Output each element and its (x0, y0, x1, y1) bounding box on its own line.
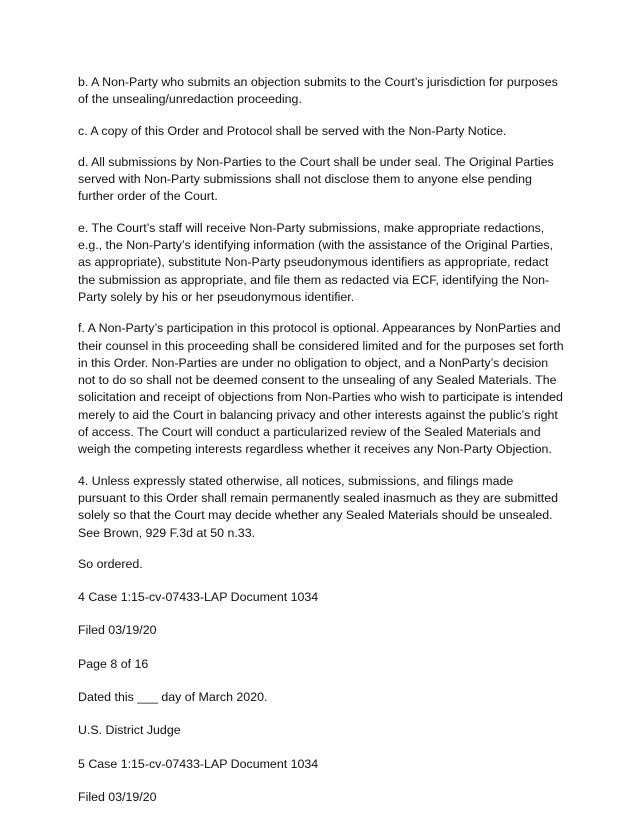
paragraph-4-permanently-sealed: 4. Unless expressly stated otherwise, all notices, submissions, and filings made pursuant to this Order shall remain permanently sealed inasmuch as they are submitted solely so that the Court may decide whether any Sealed Materials should be unsealed. See Brown, 929 F.3d at 50 n.33. (78, 473, 559, 540)
paragraph-f-participation-optional: f. A Non-Party’s participation in this protocol is optional. Appearances by NonParties and their counsel in this proceeding shall be considered limited and for the purposes set forth in this Order. Non-Parties are under no obligation to object, and a NonParty’s decision not to do so shall not be deemed consent to the unsealing of any Sealed Materials. The solicitation and receipt of objections from Non-Parties who wish to participate is intended merely to aid the Court in balancing privacy and other interests against the public’s right of access. The Court will conduct a particularized review of the Sealed Materials and weigh the competing interests regardless whether it receives any Non-Party Objection. (78, 321, 564, 457)
paragraph-b-objection-jurisdiction: b. A Non-Party who submits an objection submits to the Court’s jurisdiction for purposes of the unsealing/unredaction proceeding. (78, 75, 558, 107)
filed-date-line: Filed 03/19/20 (78, 623, 157, 638)
case-header-line: 4 Case 1:15-cv-07433-LAP Document 1034 (78, 590, 319, 605)
paragraph-c-order-served: c. A copy of this Order and Protocol shall be served with the Non-Party Notice. (78, 123, 507, 138)
case-header-line-2: 5 Case 1:15-cv-07433-LAP Document 1034 (78, 756, 319, 771)
judge-title-line: U.S. District Judge (78, 723, 181, 738)
paragraph-d-submissions-under-seal: d. All submissions by Non-Parties to the Court shall be under seal. The Original Parties served with Non-Party submissions shall not disclose them to anyone else pending further order of the Court. (78, 154, 554, 204)
dated-line: Dated this ___ day of March 2020. (78, 690, 268, 705)
filed-date-line-2: Filed 03/19/20 (78, 789, 157, 804)
paragraph-e-court-staff-redactions: e. The Court’s staff will receive Non-Party submissions, make appropriate redactions, e.g., the Non-Party’s identifying information (with the assistance of the Original Parties, as appropriate), substitute Non-Party pseudonymous identifiers as appropriate, redact the submission as appropriate, and file them as redacted via ECF, identifying the Non-Party solely by his or her pseudonymous identifier. (78, 220, 553, 304)
page-number-line: Page 8 of 16 (78, 656, 149, 671)
so-ordered-line: So ordered. (78, 556, 143, 571)
